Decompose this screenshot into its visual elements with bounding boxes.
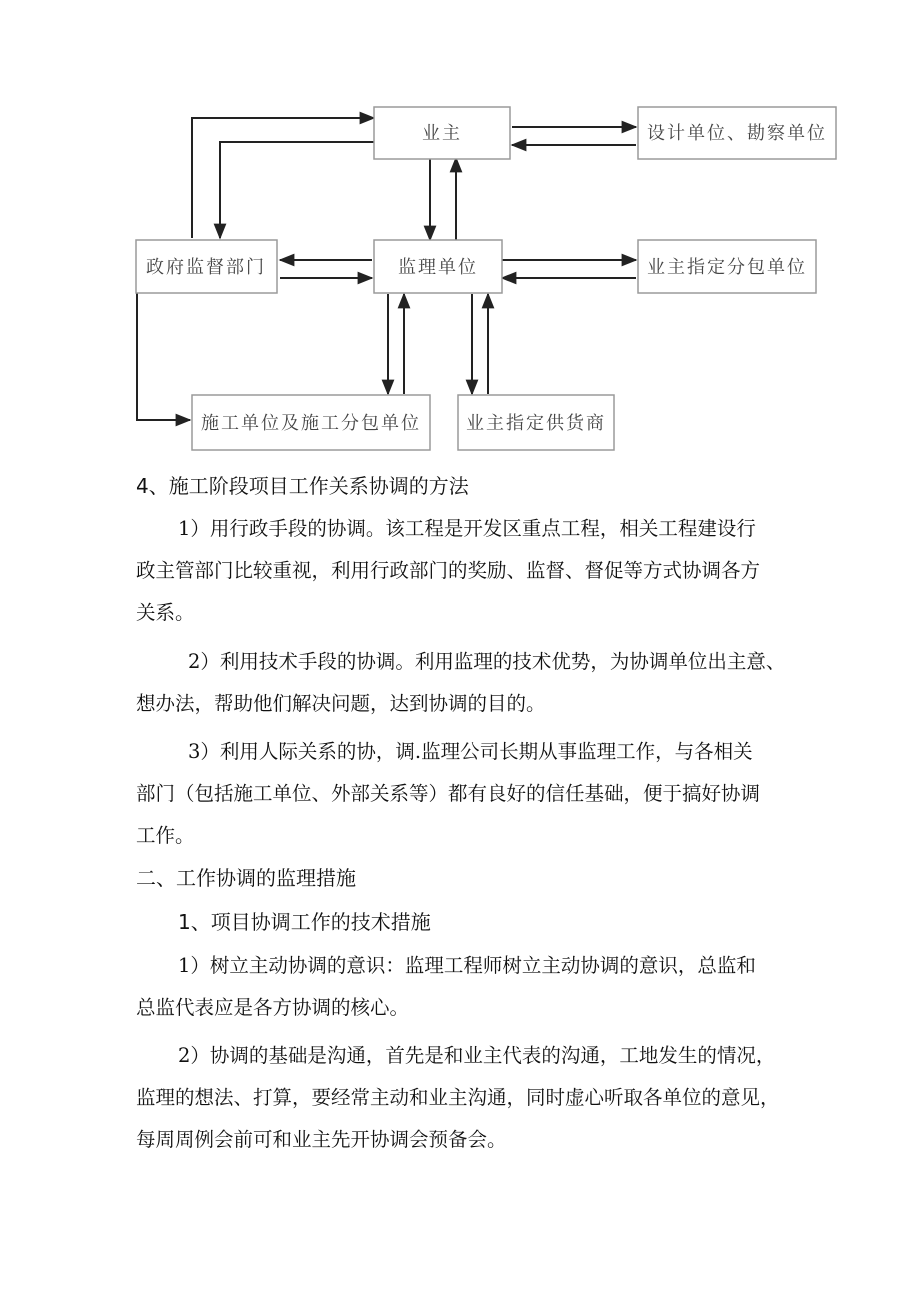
section4-p1-line3: 关系。 — [136, 601, 195, 624]
section4-p2-line1: 2）利用技术手段的协调。利用监理的技术优势，为协调单位出主意、 — [188, 650, 786, 673]
box-government-label: 政府监督部门 — [146, 257, 266, 278]
box-owner — [374, 107, 510, 159]
section2-p1-line1: 1）树立主动协调的意识：监理工程师树立主动协调的意识，总监和 — [178, 954, 756, 977]
section4-p3-line3: 工作。 — [136, 824, 195, 847]
section2-p2-line2: 监理的想法、打算，要经常主动和业主沟通，同时虚心听取各单位的意见， — [136, 1086, 780, 1109]
box-government — [136, 240, 277, 293]
section4-heading: 4、施工阶段项目工作关系协调的方法 — [136, 474, 469, 498]
section2-p2-line3: 每周周例会前可和业主先开协调会预备会。 — [136, 1128, 507, 1151]
section2-heading: 二、工作协调的监理措施 — [136, 866, 356, 890]
organization-diagram — [0, 0, 920, 460]
section4-p3-line2: 部门（包括施工单位、外部关系等）都有良好的信任基础，便于搞好协调 — [136, 782, 761, 805]
box-subcontract-label: 业主指定分包单位 — [647, 257, 807, 278]
box-supervision-label: 监理单位 — [398, 257, 478, 278]
box-design-label: 设计单位、勘察单位 — [647, 123, 827, 144]
section4-p3-line1: 3）利用人际关系的协，调.监理公司长期从事监理工作，与各相关 — [188, 740, 753, 763]
section2-p2-line1: 2）协调的基础是沟通，首先是和业主代表的沟通，工地发生的情况， — [178, 1044, 776, 1067]
section4-p1-line2: 政主管部门比较重视，利用行政部门的奖励、监督、督促等方式协调各方 — [136, 559, 761, 582]
box-construction-label: 施工单位及施工分包单位 — [201, 413, 421, 434]
box-supervision — [374, 240, 502, 293]
box-construction — [192, 395, 430, 450]
box-subcontract — [638, 240, 816, 293]
box-supplier-label: 业主指定供货商 — [466, 413, 606, 434]
section2-sub-heading: 1、项目协调工作的技术措施 — [178, 910, 431, 934]
section2-p1-line2: 总监代表应是各方协调的核心。 — [136, 996, 410, 1019]
section4-p2-line2: 想办法，帮助他们解决问题，达到协调的目的。 — [136, 692, 546, 715]
box-design — [638, 107, 836, 159]
box-owner-label: 业主 — [422, 123, 462, 144]
box-supplier — [458, 395, 614, 450]
section4-p1-line1: 1）用行政手段的协调。该工程是开发区重点工程，相关工程建设行 — [178, 517, 756, 540]
